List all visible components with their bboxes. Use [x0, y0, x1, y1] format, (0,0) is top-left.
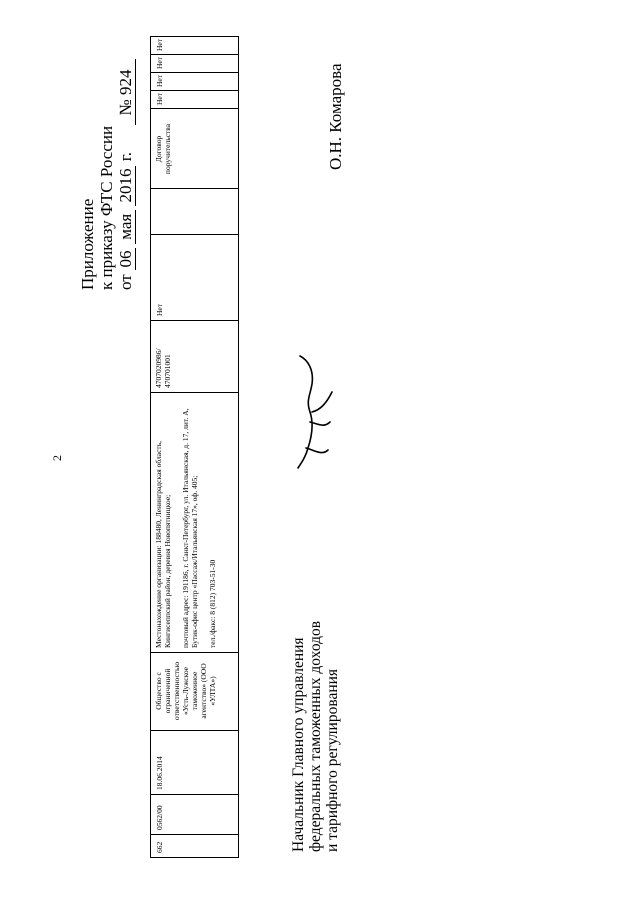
signatory-name: О.Н. Комарова	[326, 63, 345, 170]
cell-inn-kpp: 4707020986/ 470701001	[151, 321, 238, 393]
cell-no-4: Нет	[151, 35, 238, 55]
cell-date: 18.06.2014	[151, 731, 238, 795]
cell-code: 0562/00	[151, 795, 238, 835]
signatory-title-line1: Начальник Главного управления	[290, 637, 307, 852]
address-location: Местонахождение организации: 188480, Ленинградская область, Кингисеппский район, деревня Новопятницкое;	[154, 441, 172, 648]
date-year-suffix: г.	[116, 151, 135, 162]
address-postal: почтовый адрес: 191186, г. Санкт-Петербург, ул. Итальянская, д. 17, лит. А, Бутик-офис центр «Пассаж/Итальянская 17», оф. 405;	[181, 408, 199, 648]
appendix-date-line	[116, 59, 136, 290]
cell-no-2: Нет	[151, 73, 238, 91]
cell-no-main: Нет	[151, 235, 238, 321]
signatory-title-line2: федеральных таможенных доходов	[307, 620, 324, 852]
cell-no-1: Нет	[151, 91, 238, 109]
date-prefix: от	[116, 274, 135, 290]
signatory-title-line3: и тарифного регулирования	[324, 668, 341, 852]
address-phone: тел./факс: 8 (812) 703-51-30	[208, 559, 217, 648]
date-month: мая	[116, 210, 136, 244]
date-year: 2016	[116, 166, 136, 206]
cell-contract: Договор поручительства	[151, 109, 238, 189]
cell-company-name: Общество с ограниченной ответственностью «Усть-Лужское таможенное агентство» (ООО «УЛТА»)	[151, 653, 238, 731]
cell-empty	[151, 189, 238, 235]
order-number: № 924	[116, 59, 136, 125]
agency-table	[150, 36, 239, 858]
cell-no-3: Нет	[151, 55, 238, 73]
cell-num: 662	[155, 841, 164, 853]
date-day: 06	[116, 248, 136, 270]
appendix-header	[78, 59, 136, 290]
signatory-title	[290, 621, 341, 852]
appendix-order: к приказу ФТС России	[97, 125, 116, 290]
page-number: 2	[50, 455, 64, 461]
appendix-title: Приложение	[78, 198, 97, 290]
cell-address	[151, 393, 238, 653]
handwritten-signature	[292, 352, 342, 472]
